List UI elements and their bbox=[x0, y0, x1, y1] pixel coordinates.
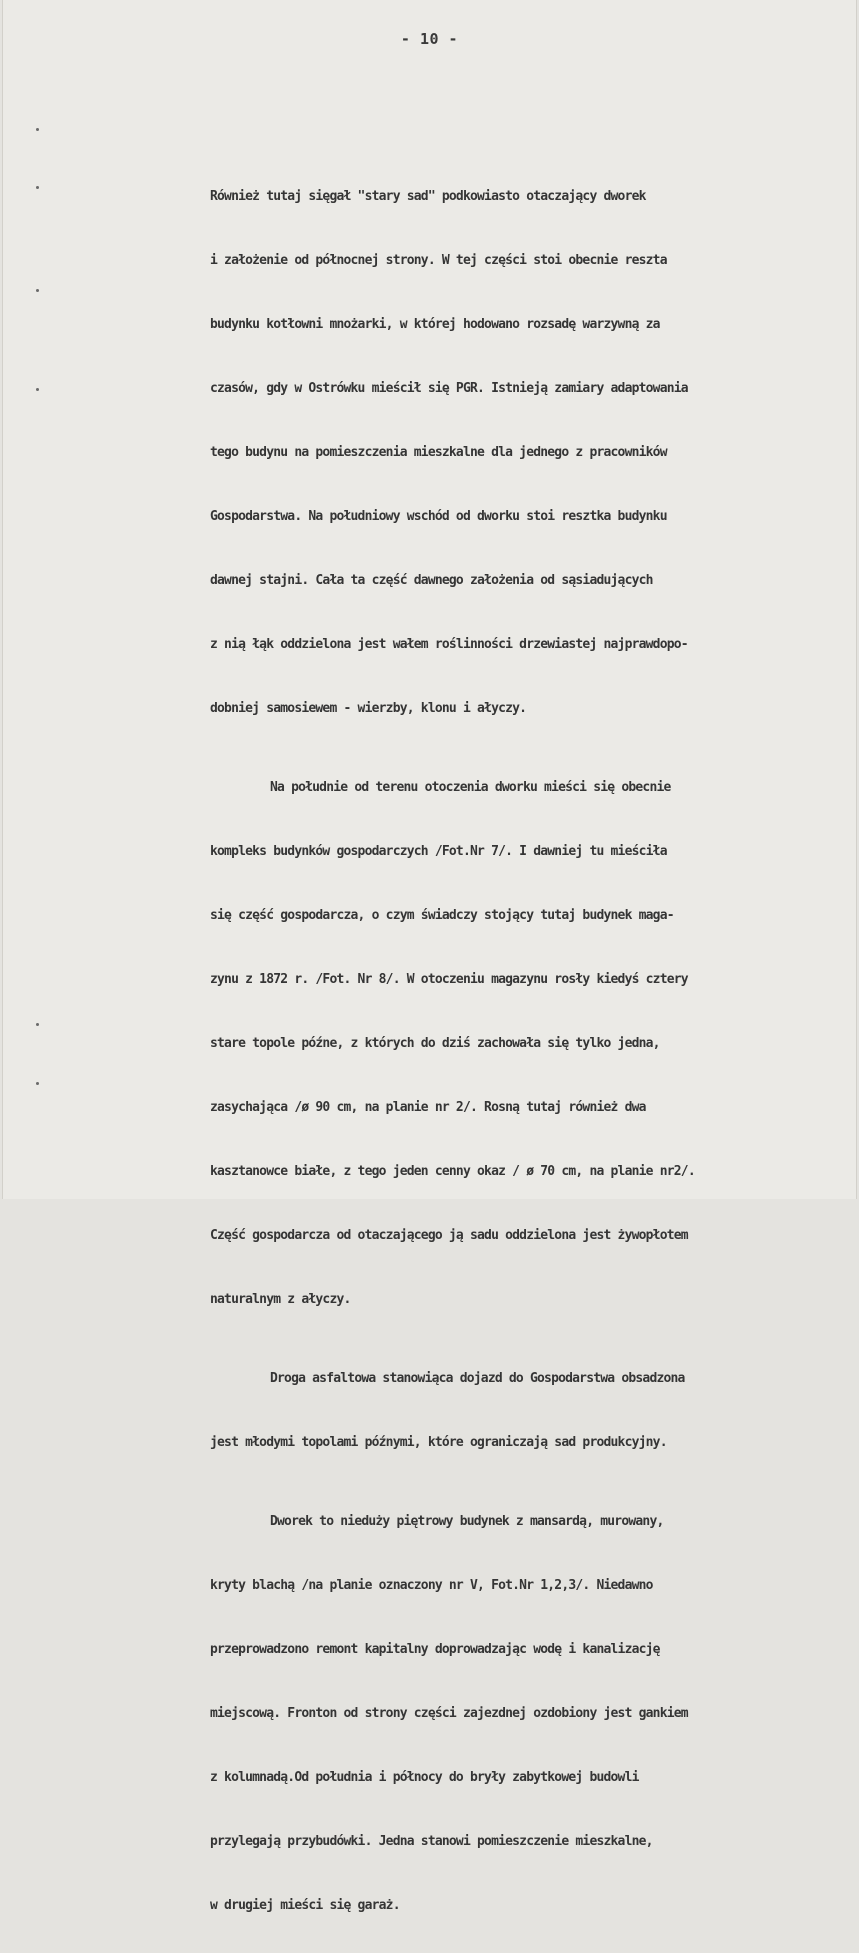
text-line: dobniej samosiewem - wierzby, klonu i ałyczy. bbox=[210, 701, 527, 716]
text-line: i założenie od północnej strony. W tej części stoi obecnie reszta bbox=[210, 253, 667, 268]
text-line: budynku kotłowni mnożarki, w której hodowano rozsadę warzywną za bbox=[210, 317, 660, 332]
text-line: miejscową. Fronton od strony części zajezdnej ozdobiony jest gankiem bbox=[210, 1706, 688, 1721]
text-line: się część gospodarcza, o czym świadczy stojący tutaj budynek maga- bbox=[210, 908, 674, 923]
margin-mark bbox=[36, 289, 39, 292]
text-line: Droga asfaltowa stanowiąca dojazd do Gospodarstwa obsadzona bbox=[270, 1371, 685, 1386]
text-line: kasztanowce białe, z tego jeden cenny okaz / ø 70 cm, na planie nr2/. bbox=[210, 1164, 695, 1179]
text-line: Gospodarstwa. Na południowy wschód od dworku stoi resztka budynku bbox=[210, 509, 667, 524]
text-line: przeprowadzono remont kapitalny doprowadzając wodę i kanalizację bbox=[210, 1642, 660, 1657]
text-line: z kolumnadą.Od południa i północy do bryły zabytkowej budowli bbox=[210, 1770, 639, 1785]
text-line: czasów, gdy w Ostrówku mieścił się PGR. Istnieją zamiary adaptowania bbox=[210, 381, 688, 396]
text-line: zasychająca /ø 90 cm, na planie nr 2/. Rosną tutaj również dwa bbox=[210, 1100, 646, 1115]
document-page bbox=[2, 0, 857, 1913]
body-text bbox=[210, 135, 850, 1953]
text-line: w drugiej mieści się garaż. bbox=[210, 1898, 400, 1913]
text-line: Na południe od terenu otoczenia dworku mieści się obecnie bbox=[270, 780, 671, 795]
text-line: naturalnym z ałyczy. bbox=[210, 1292, 351, 1307]
margin-mark bbox=[36, 128, 39, 131]
text-line: z nią łąk oddzielona jest wałem roślinności drzewiastej najprawdopo- bbox=[210, 637, 688, 652]
text-line: zynu z 1872 r. /Fot. Nr 8/. W otoczeniu magazynu rosły kiedyś cztery bbox=[210, 972, 688, 987]
text-line: dawnej stajni. Cała ta część dawnego założenia od sąsiadujących bbox=[210, 573, 653, 588]
margin-mark bbox=[36, 388, 39, 391]
page-number: - 10 - bbox=[400, 30, 459, 48]
text-line: Dworek to nieduży piętrowy budynek z mansardą, murowany, bbox=[270, 1514, 664, 1529]
margin-mark bbox=[36, 1023, 39, 1026]
text-line: kompleks budynków gospodarczych /Fot.Nr 7/. I dawniej tu mieściła bbox=[210, 844, 667, 859]
margin-mark bbox=[36, 186, 39, 189]
text-line: tego budynu na pomieszczenia mieszkalne dla jednego z pracowników bbox=[210, 445, 667, 460]
text-line: stare topole późne, z których do dziś zachowała się tylko jedna, bbox=[210, 1036, 660, 1051]
margin-mark bbox=[36, 1082, 39, 1085]
text-line: przylegają przybudówki. Jedna stanowi pomieszczenie mieszkalne, bbox=[210, 1834, 653, 1849]
text-line: Również tutaj sięgał "stary sad" podkowiasto otaczający dworek bbox=[210, 189, 646, 204]
text-line: Część gospodarcza od otaczającego ją sadu oddzielona jest żywopłotem bbox=[210, 1228, 688, 1243]
text-line: jest młodymi topolami późnymi, które ograniczają sad produkcyjny. bbox=[210, 1435, 667, 1450]
text-line: kryty blachą /na planie oznaczony nr V, Fot.Nr 1,2,3/. Niedawno bbox=[210, 1578, 653, 1593]
